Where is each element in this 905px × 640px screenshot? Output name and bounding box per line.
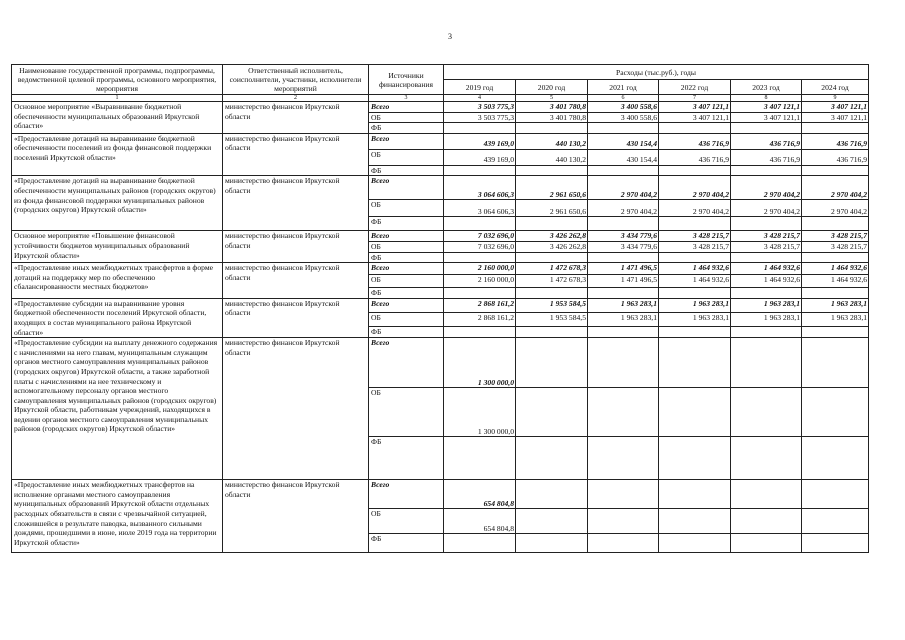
total-value — [802, 338, 869, 388]
source-label: Всего — [369, 231, 444, 242]
ob-value: 430 154,4 — [588, 149, 659, 165]
total-value: 2 868 161,2 — [444, 298, 516, 312]
source-label: ФБ — [369, 288, 444, 299]
fb-value — [516, 123, 588, 134]
total-value: 2 970 404,2 — [731, 176, 802, 200]
fb-value — [659, 165, 731, 176]
ob-value: 1 464 932,6 — [802, 275, 869, 288]
total-value: 1 963 283,1 — [802, 298, 869, 312]
fb-value — [444, 437, 516, 480]
ob-value — [659, 509, 731, 534]
measure-name: «Предоставление иных межбюджетных трансфертов на исполнение органами местного самоуправления муниципальных образований Иркутской области отдельных расходных обязательств в связи с чрезвычайной ситуацией, сложившейся в результате паводка, вызванного сильными дождями, прошедшими в июне, июле 2019 года на территории Иркутской области» — [12, 480, 223, 553]
total-value: 1 464 932,6 — [802, 263, 869, 275]
fb-value — [516, 165, 588, 176]
header-year: 2022 год — [659, 80, 731, 95]
total-value: 1 464 932,6 — [659, 263, 731, 275]
ob-value: 2 970 404,2 — [802, 200, 869, 217]
ob-value: 2 961 650,6 — [516, 200, 588, 217]
total-value: 3 064 606,3 — [444, 176, 516, 200]
header-year: 2024 год — [802, 80, 869, 95]
total-value: 3 426 262,8 — [516, 231, 588, 242]
ob-value: 2 970 404,2 — [659, 200, 731, 217]
total-value: 3 434 779,6 — [588, 231, 659, 242]
fb-value — [444, 326, 516, 337]
total-value: 430 154,4 — [588, 133, 659, 149]
total-value — [588, 480, 659, 509]
source-label: ОБ — [369, 112, 444, 123]
total-value: 2 970 404,2 — [802, 176, 869, 200]
fb-value — [731, 252, 802, 263]
measure-name: «Предоставление дотаций на выравнивание бюджетной обеспеченности поселений из фонда финансовой поддержки поселений Иркутской области» — [12, 133, 223, 176]
total-value: 1 472 678,3 — [516, 263, 588, 275]
fb-value — [588, 326, 659, 337]
fb-value — [516, 217, 588, 231]
ob-value: 2 970 404,2 — [588, 200, 659, 217]
ob-value: 1 464 932,6 — [659, 275, 731, 288]
col-index: 7 — [659, 95, 731, 102]
table-row — [12, 102, 869, 113]
ob-value — [802, 388, 869, 437]
fb-value — [731, 123, 802, 134]
total-value — [516, 338, 588, 388]
source-label: Всего — [369, 176, 444, 200]
source-label: Всего — [369, 338, 444, 388]
measure-executor: министерство финансов Иркутской области — [223, 231, 369, 263]
fb-value — [659, 123, 731, 134]
measure-executor: министерство финансов Иркутской области — [223, 263, 369, 299]
fb-value — [802, 165, 869, 176]
fb-value — [802, 288, 869, 299]
source-label: ФБ — [369, 217, 444, 231]
total-value: 2 970 404,2 — [588, 176, 659, 200]
ob-value: 436 716,9 — [802, 149, 869, 165]
total-value: 1 963 283,1 — [731, 298, 802, 312]
ob-value: 2 160 000,0 — [444, 275, 516, 288]
ob-value: 3 401 780,8 — [516, 112, 588, 123]
ob-value: 3 434 779,6 — [588, 241, 659, 252]
header-year: 2021 год — [588, 80, 659, 95]
measure-executor: министерство финансов Иркутской области — [223, 480, 369, 553]
ob-value: 436 716,9 — [731, 149, 802, 165]
fb-value — [588, 123, 659, 134]
source-label: ОБ — [369, 509, 444, 534]
source-label: ОБ — [369, 200, 444, 217]
ob-value: 3 407 121,1 — [731, 112, 802, 123]
ob-value: 1 963 283,1 — [802, 312, 869, 326]
total-value — [802, 480, 869, 509]
ob-value: 1 953 584,5 — [516, 312, 588, 326]
header-year: 2019 год — [444, 80, 516, 95]
ob-value — [516, 388, 588, 437]
total-value: 1 471 496,5 — [588, 263, 659, 275]
total-value — [588, 338, 659, 388]
source-label: ФБ — [369, 123, 444, 134]
ob-value: 440 130,2 — [516, 149, 588, 165]
total-value: 436 716,9 — [659, 133, 731, 149]
ob-value: 1 963 283,1 — [588, 312, 659, 326]
fb-value — [516, 437, 588, 480]
source-label: ОБ — [369, 149, 444, 165]
col-index: 3 — [369, 95, 444, 102]
total-value — [731, 480, 802, 509]
fb-value — [444, 123, 516, 134]
measure-name: Основное мероприятие «Выравнивание бюджетной обеспеченности муниципальных образований Иркутской области» — [12, 102, 223, 134]
col-index: 9 — [802, 95, 869, 102]
total-value: 440 130,2 — [516, 133, 588, 149]
ob-value — [516, 509, 588, 534]
source-label: ФБ — [369, 534, 444, 553]
fb-value — [516, 534, 588, 553]
total-value: 2 970 404,2 — [659, 176, 731, 200]
total-value: 3 428 215,7 — [802, 231, 869, 242]
header-name: Наименование государственной программы, подпрограммы, ведомственной целевой программы, основного мероприятия, мероприятия — [12, 65, 223, 95]
total-value — [731, 338, 802, 388]
total-value — [659, 480, 731, 509]
ob-value: 439 169,0 — [444, 149, 516, 165]
ob-value: 1 963 283,1 — [731, 312, 802, 326]
col-index: 6 — [588, 95, 659, 102]
fb-value — [444, 534, 516, 553]
measure-executor: министерство финансов Иркутской области — [223, 298, 369, 337]
total-value: 7 032 696,0 — [444, 231, 516, 242]
col-index: 1 — [12, 95, 223, 102]
total-value: 3 428 215,7 — [731, 231, 802, 242]
total-value: 654 804,8 — [444, 480, 516, 509]
source-label: ОБ — [369, 388, 444, 437]
table-row — [12, 480, 869, 509]
total-value: 3 428 215,7 — [659, 231, 731, 242]
expenses-table — [11, 64, 869, 553]
ob-value: 3 426 262,8 — [516, 241, 588, 252]
ob-value: 1 300 000,0 — [444, 388, 516, 437]
ob-value: 1 464 932,6 — [731, 275, 802, 288]
ob-value: 1 472 678,3 — [516, 275, 588, 288]
ob-value: 436 716,9 — [659, 149, 731, 165]
measure-executor: министерство финансов Иркутской области — [223, 176, 369, 231]
fb-value — [516, 288, 588, 299]
ob-value: 2 868 161,2 — [444, 312, 516, 326]
table-row — [12, 263, 869, 275]
source-label: Всего — [369, 480, 444, 509]
col-index: 4 — [444, 95, 516, 102]
table-row — [12, 338, 869, 388]
fb-value — [731, 217, 802, 231]
total-value: 3 400 558,6 — [588, 102, 659, 113]
ob-value: 3 503 775,3 — [444, 112, 516, 123]
fb-value — [659, 534, 731, 553]
fb-value — [802, 252, 869, 263]
source-label: Всего — [369, 263, 444, 275]
fb-value — [444, 217, 516, 231]
ob-value: 3 400 558,6 — [588, 112, 659, 123]
source-label: ОБ — [369, 275, 444, 288]
total-value: 1 464 932,6 — [731, 263, 802, 275]
ob-value: 1 963 283,1 — [659, 312, 731, 326]
col-index: 2 — [223, 95, 369, 102]
source-label: ФБ — [369, 437, 444, 480]
fb-value — [802, 123, 869, 134]
fb-value — [588, 252, 659, 263]
ob-value — [588, 509, 659, 534]
ob-value — [802, 509, 869, 534]
total-value: 3 407 121,1 — [659, 102, 731, 113]
total-value: 1 300 000,0 — [444, 338, 516, 388]
fb-value — [659, 437, 731, 480]
fb-value — [731, 326, 802, 337]
fb-value — [659, 326, 731, 337]
ob-value: 7 032 696,0 — [444, 241, 516, 252]
fb-value — [588, 217, 659, 231]
fb-value — [588, 437, 659, 480]
header-year: 2020 год — [516, 80, 588, 95]
ob-value: 1 471 496,5 — [588, 275, 659, 288]
total-value: 2 961 650,6 — [516, 176, 588, 200]
fb-value — [588, 534, 659, 553]
total-value: 1 953 584,5 — [516, 298, 588, 312]
total-value: 436 716,9 — [802, 133, 869, 149]
source-label: Всего — [369, 102, 444, 113]
fb-value — [444, 288, 516, 299]
total-value: 436 716,9 — [731, 133, 802, 149]
total-value: 1 963 283,1 — [659, 298, 731, 312]
fb-value — [444, 252, 516, 263]
source-label: ФБ — [369, 165, 444, 176]
total-value — [659, 338, 731, 388]
header-year: 2023 год — [731, 80, 802, 95]
measure-name: «Предоставление иных межбюджетных трансфертов в форме дотаций на поддержку мер по обеспечению сбалансированности местных бюджетов» — [12, 263, 223, 299]
header-executor: Ответственный исполнитель, соисполнители, участники, исполнители мероприятий — [223, 65, 369, 95]
total-value: 3 407 121,1 — [802, 102, 869, 113]
ob-value: 3 407 121,1 — [659, 112, 731, 123]
col-index: 8 — [731, 95, 802, 102]
measure-name: «Предоставление дотаций на выравнивание бюджетной обеспеченности муниципальных районов (городских округов) из фонда финансовой поддержки муниципальных районов (городских округов) Иркутской области» — [12, 176, 223, 231]
fb-value — [516, 326, 588, 337]
ob-value — [659, 388, 731, 437]
table-row — [12, 231, 869, 242]
measure-name: «Предоставление субсидии на выплату денежного содержания с начислениями на него главам, муниципальным служащим органов местного самоуправления муниципальных районов (городских округов) Иркутской области, а также заработной платы с начислениями на нее техническому и вспомогательному персоналу органов местного самоуправления муниципальных районов (городских округов) Иркутской области, работникам учреждений, находящихся в ведении органов местного самоуправления муниципальных районов (городских округов) Иркутской области» — [12, 338, 223, 480]
table-row — [12, 176, 869, 200]
fb-value — [588, 288, 659, 299]
source-label: Всего — [369, 133, 444, 149]
measure-name: Основное мероприятие «Повышение финансовой устойчивости бюджетов муниципальных образований Иркутской области» — [12, 231, 223, 263]
total-value: 3 401 780,8 — [516, 102, 588, 113]
page-number: 3 — [448, 32, 452, 41]
total-value: 439 169,0 — [444, 133, 516, 149]
table-row — [12, 298, 869, 312]
fb-value — [731, 165, 802, 176]
fb-value — [659, 288, 731, 299]
header-source: Источники финансирования — [369, 65, 444, 95]
ob-value: 3 428 215,7 — [802, 241, 869, 252]
fb-value — [516, 252, 588, 263]
fb-value — [802, 217, 869, 231]
ob-value — [731, 388, 802, 437]
fb-value — [802, 534, 869, 553]
ob-value — [731, 509, 802, 534]
col-index: 5 — [516, 95, 588, 102]
source-label: ФБ — [369, 326, 444, 337]
source-label: ОБ — [369, 241, 444, 252]
fb-value — [588, 165, 659, 176]
total-value — [516, 480, 588, 509]
total-value: 3 503 775,3 — [444, 102, 516, 113]
fb-value — [731, 288, 802, 299]
total-value: 3 407 121,1 — [731, 102, 802, 113]
fb-value — [802, 326, 869, 337]
measure-executor: министерство финансов Иркутской области — [223, 133, 369, 176]
fb-value — [802, 437, 869, 480]
source-label: ФБ — [369, 252, 444, 263]
measure-name: «Предоставление субсидии на выравнивание уровня бюджетной обеспеченности поселений Иркутской области, входящих в состав муниципального района Иркутской области» — [12, 298, 223, 337]
fb-value — [659, 252, 731, 263]
table-row — [12, 133, 869, 149]
ob-value: 3 064 606,3 — [444, 200, 516, 217]
fb-value — [444, 165, 516, 176]
measure-executor: министерство финансов Иркутской области — [223, 338, 369, 480]
total-value: 2 160 000,0 — [444, 263, 516, 275]
source-label: ОБ — [369, 312, 444, 326]
header-expenses: Расходы (тыс.руб.), годы — [444, 65, 869, 80]
fb-value — [731, 437, 802, 480]
ob-value — [588, 388, 659, 437]
ob-value: 3 428 215,7 — [659, 241, 731, 252]
ob-value: 2 970 404,2 — [731, 200, 802, 217]
fb-value — [731, 534, 802, 553]
ob-value: 654 804,8 — [444, 509, 516, 534]
ob-value: 3 407 121,1 — [802, 112, 869, 123]
measure-executor: министерство финансов Иркутской области — [223, 102, 369, 134]
ob-value: 3 428 215,7 — [731, 241, 802, 252]
total-value: 1 963 283,1 — [588, 298, 659, 312]
fb-value — [659, 217, 731, 231]
source-label: Всего — [369, 298, 444, 312]
